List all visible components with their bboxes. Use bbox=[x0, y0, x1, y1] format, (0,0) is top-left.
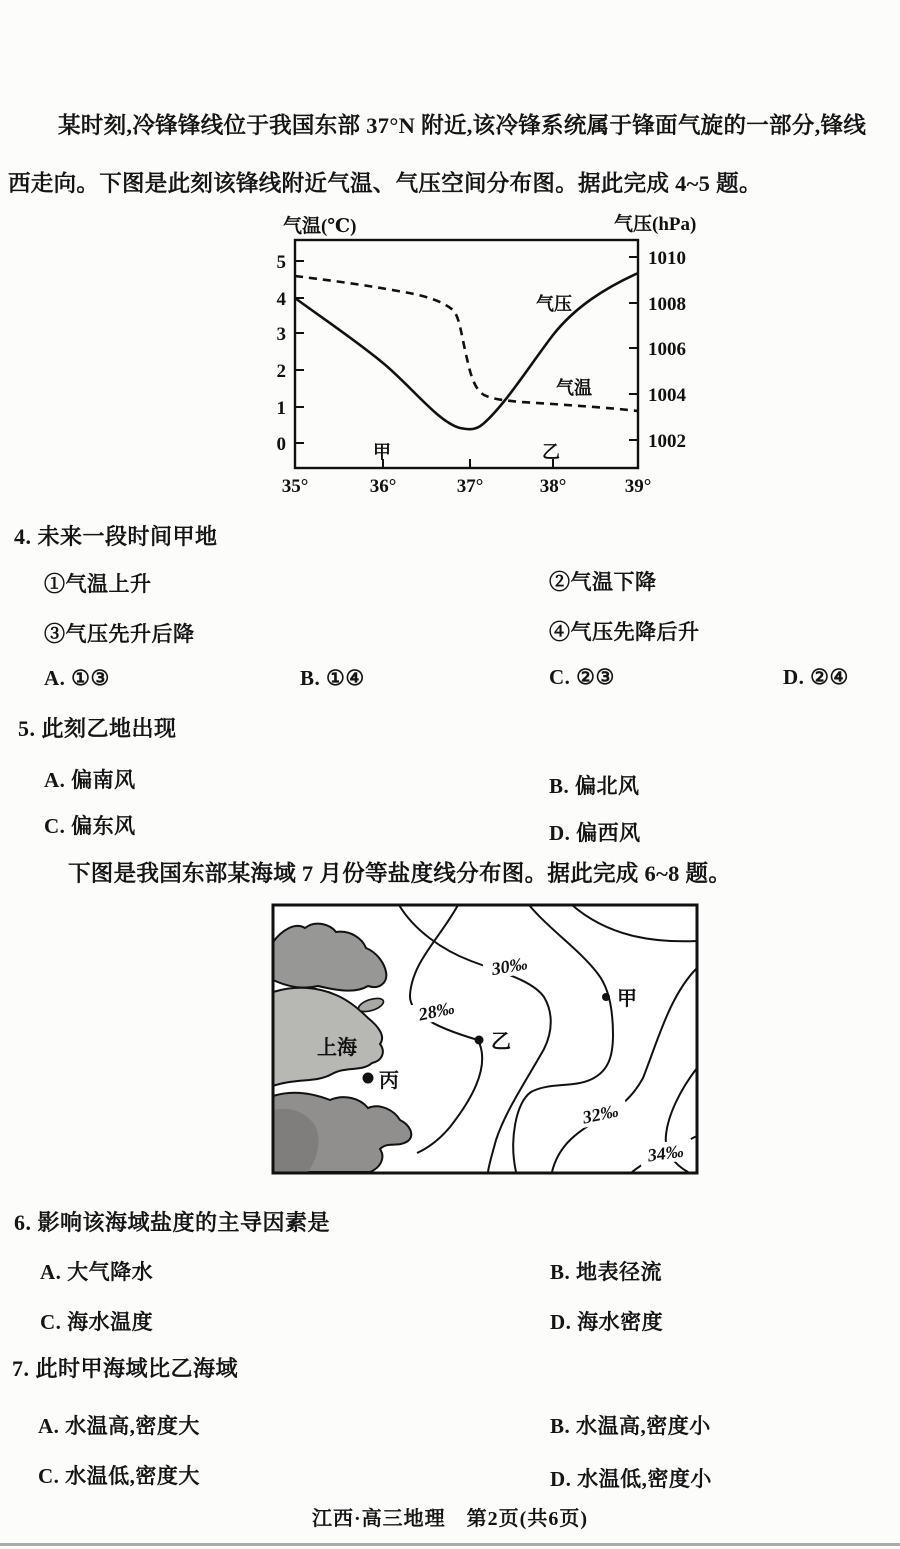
left-tick-1: 1 bbox=[276, 398, 286, 419]
q6-choice-b: B. 地表径流 bbox=[550, 1260, 663, 1284]
q6-choice-d: D. 海水密度 bbox=[550, 1310, 664, 1334]
map-point-bing bbox=[363, 1073, 374, 1084]
q4-item-3: ③气压先升后降 bbox=[44, 622, 195, 646]
q4-item-1: ①气温上升 bbox=[44, 572, 152, 596]
salinity-contour-map bbox=[263, 893, 707, 1185]
chart-left-axis-title: 气温(℃) bbox=[283, 216, 357, 237]
q5-choice-c: C. 偏东风 bbox=[44, 814, 136, 838]
contour-label-30: 30‰ bbox=[490, 953, 529, 980]
q7-choice-c: C. 水温低,密度大 bbox=[38, 1464, 200, 1488]
left-tick-2: 2 bbox=[276, 361, 286, 382]
left-tick-3: 3 bbox=[276, 324, 286, 345]
question-5-stem: 5. 此刻乙地出现 bbox=[18, 716, 177, 741]
chart-marker-yi: 乙 bbox=[542, 442, 560, 462]
intro-paragraph-line2: 西走向。下图是此刻该锋线附近气温、气压空间分布图。据此完成 4~5 题。 bbox=[8, 171, 762, 196]
chart-right-axis-title: 气压(hPa) bbox=[614, 214, 697, 235]
map-label-jia: 甲 bbox=[617, 988, 637, 1010]
temperature-pressure-chart bbox=[260, 210, 700, 510]
chart-right-ticks bbox=[629, 257, 638, 440]
q5-choice-d: D. 偏西风 bbox=[549, 821, 641, 845]
map-label-yi: 乙 bbox=[491, 1031, 511, 1053]
intro-paragraph-line1: 某时刻,冷锋锋线位于我国东部 37°N 附近,该冷锋系统属于锋面气旋的一部分,锋线 bbox=[58, 113, 867, 138]
map-label-shanghai: 上海 bbox=[317, 1037, 357, 1059]
intro2-paragraph: 下图是我国东部某海域 7 月份等盐度线分布图。据此完成 6~8 题。 bbox=[68, 861, 732, 886]
q4-choice-a: A. ①③ bbox=[44, 666, 110, 690]
map-point-yi bbox=[475, 1036, 484, 1045]
pressure-curve-label: 气压 bbox=[536, 294, 572, 314]
q7-choice-a: A. 水温高,密度大 bbox=[38, 1414, 200, 1438]
x-tick-36: 36° bbox=[369, 476, 397, 497]
x-tick-38: 38° bbox=[539, 476, 567, 497]
q4-choice-b: B. ①④ bbox=[300, 666, 365, 690]
question-6-stem: 6. 影响该海域盐度的主导因素是 bbox=[14, 1210, 331, 1235]
map-label-bing: 丙 bbox=[379, 1070, 399, 1092]
pressure-curve bbox=[295, 273, 638, 429]
right-tick-1010: 1010 bbox=[648, 248, 686, 269]
x-tick-39: 39° bbox=[624, 476, 652, 497]
question-4-stem: 4. 未来一段时间甲地 bbox=[14, 524, 218, 549]
question-7-stem: 7. 此时甲海域比乙海域 bbox=[12, 1356, 239, 1381]
q4-choice-d: D. ②④ bbox=[783, 665, 849, 689]
q4-choice-c: C. ②③ bbox=[549, 665, 615, 689]
right-tick-1006: 1006 bbox=[648, 339, 686, 360]
right-tick-1004: 1004 bbox=[648, 385, 686, 406]
contour-label-28: 28‰ bbox=[416, 997, 457, 1025]
chart-marker-jia: 甲 bbox=[373, 442, 391, 462]
q7-choice-d: D. 水温低,密度小 bbox=[550, 1467, 712, 1491]
right-tick-1008: 1008 bbox=[648, 294, 686, 315]
contour-label-34: 34‰ bbox=[646, 1140, 685, 1166]
q7-choice-b: B. 水温高,密度小 bbox=[550, 1414, 711, 1438]
page-footer: 江西·高三地理 第2页(共6页) bbox=[312, 1508, 588, 1530]
left-tick-0: 0 bbox=[276, 434, 286, 455]
left-tick-5: 5 bbox=[276, 252, 286, 273]
chart-plot-frame bbox=[295, 240, 638, 468]
q4-item-2: ②气温下降 bbox=[549, 570, 657, 594]
x-tick-35: 35° bbox=[281, 476, 309, 497]
right-tick-1002: 1002 bbox=[648, 431, 686, 452]
q5-choice-b: B. 偏北风 bbox=[549, 774, 640, 798]
temperature-curve-label: 气温 bbox=[556, 378, 592, 398]
chart-x-ticks bbox=[383, 459, 553, 468]
x-tick-37: 37° bbox=[456, 476, 484, 497]
scan-bottom-edge bbox=[0, 1543, 900, 1546]
chart-left-ticks bbox=[295, 261, 304, 443]
contour-label-32: 32‰ bbox=[580, 1100, 621, 1128]
q5-choice-a: A. 偏南风 bbox=[44, 768, 136, 792]
q4-item-4: ④气压先降后升 bbox=[549, 620, 700, 644]
left-tick-4: 4 bbox=[276, 289, 286, 310]
map-point-jia bbox=[602, 993, 610, 1001]
q6-choice-a: A. 大气降水 bbox=[40, 1260, 154, 1284]
q6-choice-c: C. 海水温度 bbox=[40, 1310, 154, 1334]
